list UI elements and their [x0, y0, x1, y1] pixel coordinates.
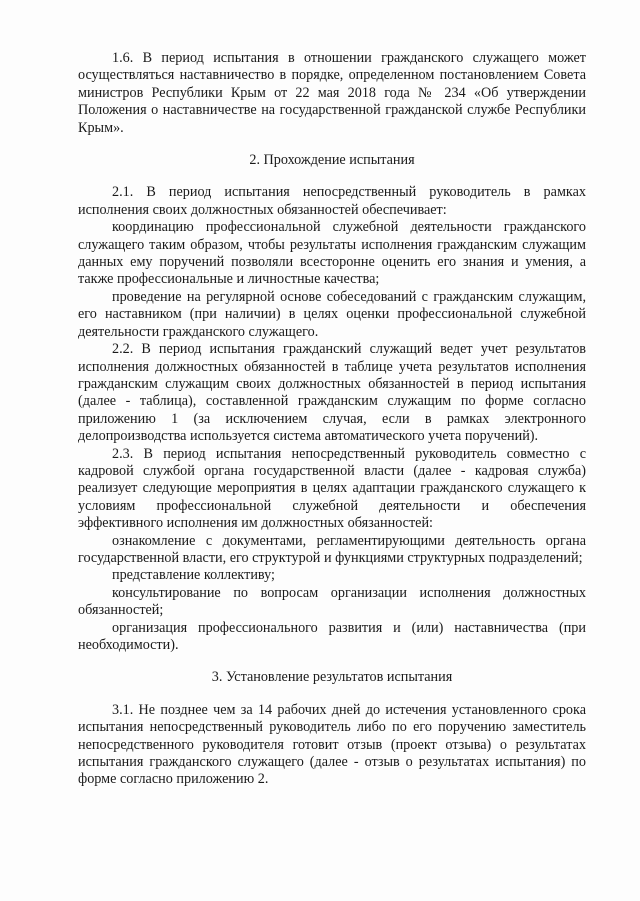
paragraph-2-1-item-interviews: проведение на регулярной основе собеседований с гражданским служащим, его наставником (при наличии) в целях оценки профессиональной служебной деятельности гражданского служащего.	[78, 288, 586, 340]
paragraph-3-1: 3.1. Не позднее чем за 14 рабочих дней до истечения установленного срока испытания непосредственный руководитель либо по его поручению заместитель непосредственного руководителя готовит отзыв (проект отзыва) о результатах испытания гражданского служащего (далее - отзыв о результатах испытания) по форме согласно приложению 2.	[78, 701, 586, 788]
document-body	[78, 50, 586, 789]
paragraph-2-2: 2.2. В период испытания гражданский служащий ведет учет результатов исполнения должностных обязанностей в таблице учета результатов исполнения гражданским служащим своих должностных обязанностей в период испытания (далее - таблица), составленной гражданским служащим по форме согласно приложению 1 (за исключением случая, если в рамках электронного делопроизводства используется система автоматического учета поручений).	[78, 341, 586, 445]
paragraph-2-3-item-documents: ознакомление с документами, регламентирующими деятельность органа государственной власти, его структурой и функциями структурных подразделений;	[78, 532, 586, 566]
paragraph-2-3-item-consulting: консультирование по вопросам организации исполнения должностных обязанностей;	[78, 584, 586, 619]
paragraph-2-3: 2.3. В период испытания непосредственный руководитель совместно с кадровой службой органа государственной власти (далее - кадровая служба) реализует следующие мероприятия в целях адаптации гражданского служащего к условиям профессиональной служебной деятельности и обеспечения эффективного исполнения им должностных обязанностей:	[78, 445, 586, 532]
paragraph-2-1-item-coordination: координацию профессиональной служебной деятельности гражданского служащего таким образом, чтобы результаты исполнения гражданским служащим данных ему поручений позволяли всесторонне оценить его знания и умения, а также профессиональные и личностные качества;	[78, 219, 586, 288]
paragraph-1-6: 1.6. В период испытания в отношении гражданского служащего может осуществляться наставничество в порядке, определенном постановлением Совета министров Республики Крым от 22 мая 2018 года № 234 «Об утверждении Положения о наставничестве на государственной гражданской службе Республики Крым».	[78, 50, 586, 136]
paragraph-2-1: 2.1. В период испытания непосредственный руководитель в рамках исполнения своих должностных обязанностей обеспечивает:	[78, 184, 586, 218]
section-heading-3: 3. Установление результатов испытания	[211, 669, 453, 686]
section-heading-2: 2. Прохождение испытания	[249, 152, 415, 169]
paragraph-2-3-item-development: организация профессионального развития и (или) наставничества (при необходимости).	[78, 619, 586, 653]
paragraph-2-3-item-introduction: представление коллективу;	[112, 567, 275, 584]
